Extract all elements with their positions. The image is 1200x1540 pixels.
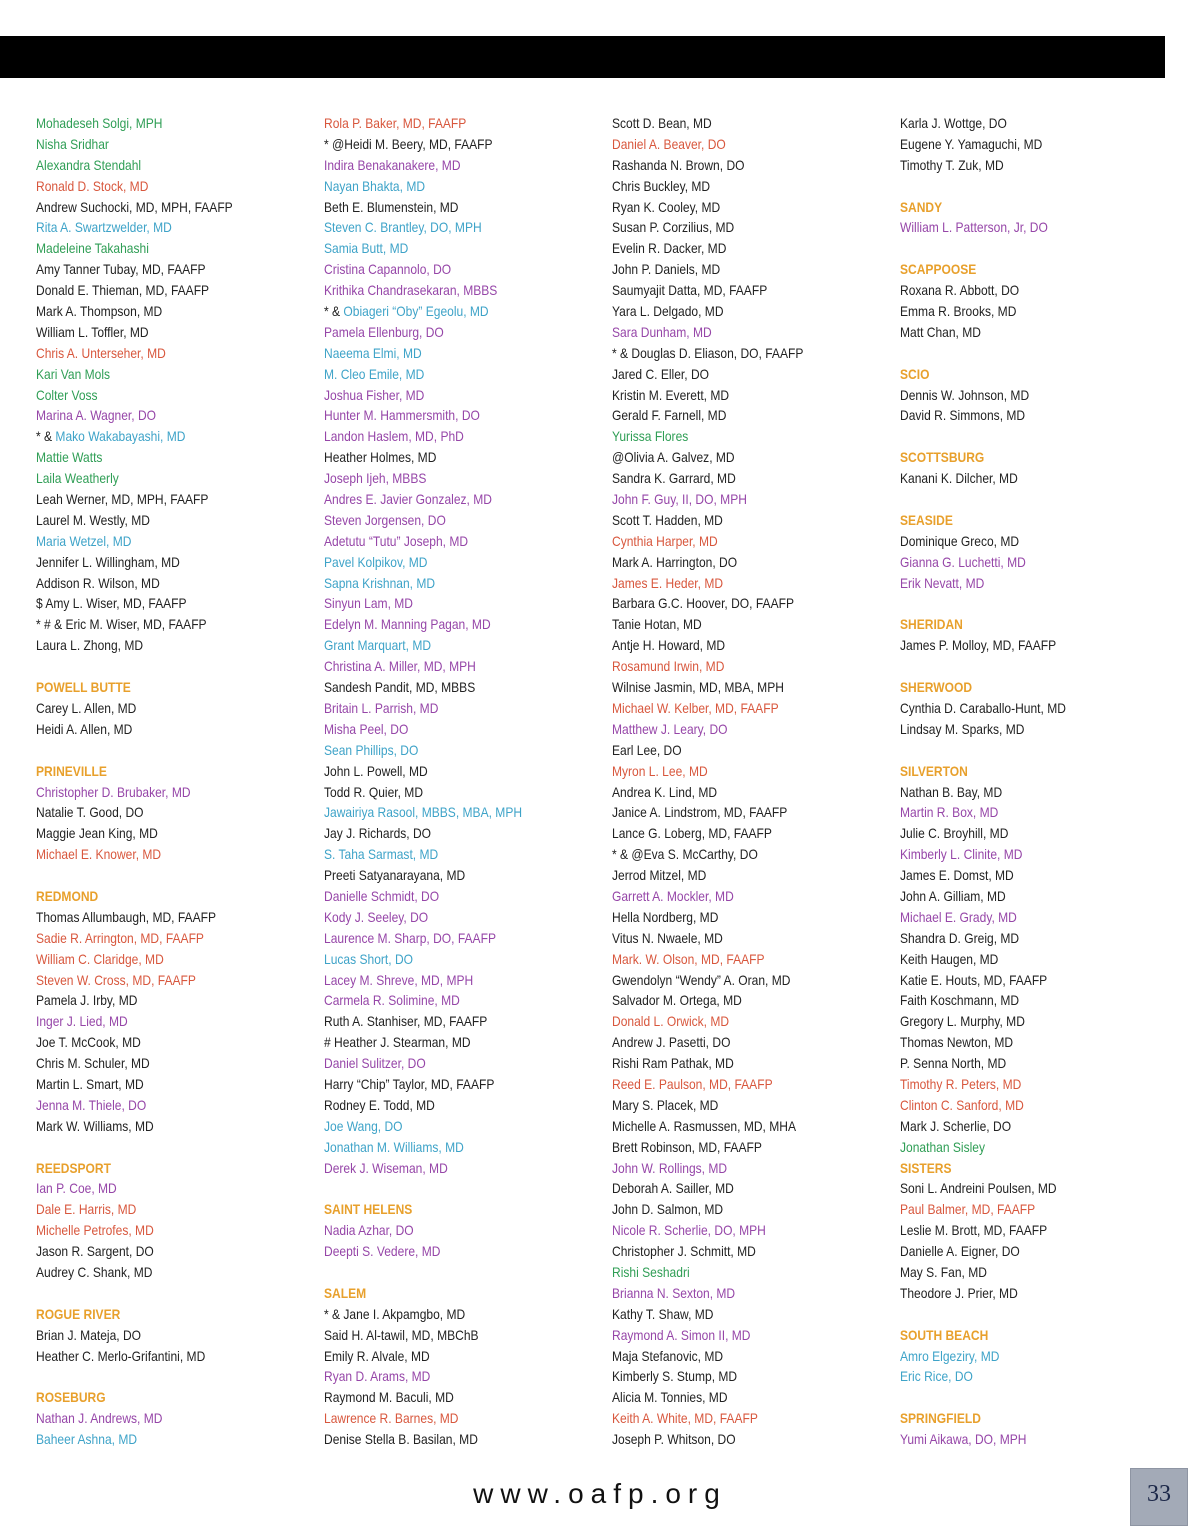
member-name: Chris M. Schuler, MD bbox=[36, 1055, 150, 1072]
member-name: Donald E. Thieman, MD, FAAFP bbox=[36, 282, 210, 299]
header-bar bbox=[0, 36, 1165, 78]
member-name: Paul Balmer, MD, FAAFP bbox=[900, 1201, 1036, 1218]
member-name-text: Obiageri “Oby” Egeolu, MD bbox=[343, 303, 489, 320]
member-name: Salvador M. Ortega, MD bbox=[612, 992, 742, 1009]
section-spacer bbox=[900, 1387, 1141, 1408]
member-name: Kanani K. Dilcher, MD bbox=[900, 470, 1018, 487]
city-heading: REEDSPORT bbox=[36, 1159, 111, 1176]
member-name: John F. Guy, II, DO, MPH bbox=[612, 491, 747, 508]
member-name: Steven C. Brantley, DO, MPH bbox=[324, 219, 482, 236]
city-heading: SALEM bbox=[324, 1284, 367, 1301]
member-name: Shandra D. Greig, MD bbox=[900, 929, 1020, 946]
member-name: May S. Fan, MD bbox=[900, 1263, 987, 1280]
city-heading: SILVERTON bbox=[900, 762, 968, 779]
member-name: Mattie Watts bbox=[36, 449, 103, 466]
section-spacer bbox=[900, 740, 1141, 761]
section-spacer bbox=[900, 343, 1141, 364]
member-name: Emma R. Brooks, MD bbox=[900, 303, 1017, 320]
section-spacer bbox=[36, 740, 277, 761]
member-name: * @Heidi M. Beery, MD, FAAFP bbox=[324, 135, 493, 152]
city-heading: SCAPPOOSE bbox=[900, 261, 977, 278]
member-name: Andres E. Javier Gonzalez, MD bbox=[324, 491, 492, 508]
member-name: Antje H. Howard, MD bbox=[612, 637, 726, 654]
member-name: Sandesh Pandit, MD, MBBS bbox=[324, 679, 476, 696]
member-name: Thomas Newton, MD bbox=[900, 1034, 1014, 1051]
member-name: Kathy T. Shaw, MD bbox=[612, 1305, 714, 1322]
member-name: Earl Lee, DO bbox=[612, 741, 682, 758]
member-name: Raymond A. Simon II, MD bbox=[612, 1326, 751, 1343]
city-heading: SISTERS bbox=[900, 1159, 952, 1176]
member-name: Chris Buckley, MD bbox=[612, 177, 711, 194]
member-name: Michael E. Grady, MD bbox=[900, 908, 1017, 925]
member-name: Reed E. Paulson, MD, FAAFP bbox=[612, 1075, 773, 1092]
member-name: Cynthia D. Caraballo-Hunt, MD bbox=[900, 699, 1066, 716]
member-name: Nicole R. Scherlie, DO, MPH bbox=[612, 1222, 766, 1239]
member-name: Laurel M. Westly, MD bbox=[36, 511, 150, 528]
member-name bbox=[36, 426, 277, 447]
member-name: Julie C. Broyhill, MD bbox=[900, 825, 1009, 842]
member-name: Britain L. Parrish, MD bbox=[324, 699, 439, 716]
member-name: Alexandra Stendahl bbox=[36, 156, 142, 173]
member-name: Nathan B. Bay, MD bbox=[900, 783, 1003, 800]
member-name: Tanie Hotan, MD bbox=[612, 616, 702, 633]
member-name: Jonathan M. Williams, MD bbox=[324, 1138, 464, 1155]
member-name: Ruth A. Stanhiser, MD, FAAFP bbox=[324, 1013, 488, 1030]
member-name: Adetutu “Tutu” Joseph, MD bbox=[324, 532, 469, 549]
member-name: Scott T. Hadden, MD bbox=[612, 511, 723, 528]
member-name: Cynthia Harper, MD bbox=[612, 532, 718, 549]
member-name: Myron L. Lee, MD bbox=[612, 762, 708, 779]
member-name-text: Mako Wakabayashi, MD bbox=[55, 428, 186, 445]
member-name: Rishi Seshadri bbox=[612, 1263, 690, 1280]
footer-url[interactable]: www.oafp.org bbox=[473, 1478, 727, 1509]
member-name: Kimberly S. Stump, MD bbox=[612, 1368, 738, 1385]
member-name: Carey L. Allen, MD bbox=[36, 699, 137, 716]
member-name: Raymond M. Baculi, MD bbox=[324, 1389, 454, 1406]
member-name: Naeema Elmi, MD bbox=[324, 344, 422, 361]
member-name: Thomas Allumbaugh, MD, FAAFP bbox=[36, 908, 217, 925]
member-name: Michael W. Kelber, MD, FAAFP bbox=[612, 699, 779, 716]
member-name: Mark W. Williams, MD bbox=[36, 1117, 154, 1134]
member-name: Chris A. Unterseher, MD bbox=[36, 344, 166, 361]
member-name: Todd R. Quier, MD bbox=[324, 783, 424, 800]
member-name: Emily R. Alvale, MD bbox=[324, 1347, 430, 1364]
member-name: Indira Benakanakere, MD bbox=[324, 156, 461, 173]
member-name: Eric Rice, DO bbox=[900, 1368, 973, 1385]
member-name: Sapna Krishnan, MD bbox=[324, 574, 436, 591]
member-prefix: * & bbox=[324, 303, 344, 320]
member-name: Nisha Sridhar bbox=[36, 135, 109, 152]
page-number: 33 bbox=[1130, 1468, 1188, 1526]
member-name: James P. Molloy, MD, FAAFP bbox=[900, 637, 1057, 654]
member-name: Daniel Sulitzer, DO bbox=[324, 1055, 426, 1072]
member-name: Mark J. Scherlie, DO bbox=[900, 1117, 1012, 1134]
member-name: Donald L. Orwick, MD bbox=[612, 1013, 730, 1030]
member-name: Joseph Ijeh, MBBS bbox=[324, 470, 427, 487]
member-name: Roxana R. Abbott, DO bbox=[900, 282, 1020, 299]
member-name: Lacey M. Shreve, MD, MPH bbox=[324, 971, 474, 988]
member-name: Denise Stella B. Basilan, MD bbox=[324, 1431, 478, 1448]
member-name: Hunter M. Hammersmith, DO bbox=[324, 407, 480, 424]
member-name: Deepti S. Vedere, MD bbox=[324, 1243, 441, 1260]
member-name: Mark A. Thompson, MD bbox=[36, 303, 163, 320]
member-name: Ryan K. Cooley, MD bbox=[612, 198, 721, 215]
member-name: Andrew J. Pasetti, DO bbox=[612, 1034, 731, 1051]
member-name: Yurissa Flores bbox=[612, 428, 689, 445]
member-name: Leslie M. Brott, MD, FAAFP bbox=[900, 1222, 1048, 1239]
member-name: Samia Butt, MD bbox=[324, 240, 409, 257]
member-name: Audrey C. Shank, MD bbox=[36, 1263, 153, 1280]
section-spacer bbox=[36, 1366, 277, 1387]
member-name: Brian J. Mateja, DO bbox=[36, 1326, 142, 1343]
member-name: Laurence M. Sharp, DO, FAAFP bbox=[324, 929, 496, 946]
member-name: Jennifer L. Willingham, MD bbox=[36, 553, 180, 570]
member-name: Gregory L. Murphy, MD bbox=[900, 1013, 1025, 1030]
member-name: Baheer Ashna, MD bbox=[36, 1431, 138, 1448]
member-name: Steven Jorgensen, DO bbox=[324, 511, 446, 528]
member-name: John W. Rollings, MD bbox=[612, 1159, 728, 1176]
city-heading: SCOTTSBURG bbox=[900, 449, 985, 466]
member-name: Addison R. Wilson, MD bbox=[36, 574, 160, 591]
member-name: John D. Salmon, MD bbox=[612, 1201, 724, 1218]
section-spacer bbox=[900, 238, 1141, 259]
member-name: Timothy T. Zuk, MD bbox=[900, 156, 1004, 173]
member-name: Eugene Y. Yamaguchi, MD bbox=[900, 135, 1043, 152]
section-spacer bbox=[900, 656, 1141, 677]
member-name: Beth E. Blumenstein, MD bbox=[324, 198, 459, 215]
member-name: Lance G. Loberg, MD, FAAFP bbox=[612, 825, 772, 842]
member-name: Derek J. Wiseman, MD bbox=[324, 1159, 448, 1176]
member-name: Sean Phillips, DO bbox=[324, 741, 419, 758]
member-name: S. Taha Sarmast, MD bbox=[324, 846, 439, 863]
member-name: Lindsay M. Sparks, MD bbox=[900, 720, 1025, 737]
city-heading: REDMOND bbox=[36, 887, 99, 904]
member-name: Lucas Short, DO bbox=[324, 950, 414, 967]
member-name: Rashanda N. Brown, DO bbox=[612, 156, 745, 173]
member-name: Joe Wang, DO bbox=[324, 1117, 403, 1134]
section-spacer bbox=[900, 1304, 1141, 1325]
member-name: Soni L. Andreini Poulsen, MD bbox=[900, 1180, 1057, 1197]
member-name: Jason R. Sargent, DO bbox=[36, 1243, 154, 1260]
member-name: Mark A. Harrington, DO bbox=[612, 553, 738, 570]
member-name: Jay J. Richards, DO bbox=[324, 825, 432, 842]
member-name: John L. Powell, MD bbox=[324, 762, 428, 779]
member-name: William L. Toffler, MD bbox=[36, 323, 149, 340]
member-name: Ian P. Coe, MD bbox=[36, 1180, 117, 1197]
member-name: Misha Peel, DO bbox=[324, 720, 409, 737]
member-name bbox=[324, 301, 565, 322]
member-name: Jerrod Mitzel, MD bbox=[612, 867, 707, 884]
city-heading: ROGUE RIVER bbox=[36, 1305, 121, 1322]
section-spacer bbox=[324, 1178, 565, 1199]
member-name: Garrett A. Mockler, MD bbox=[612, 887, 734, 904]
member-name: Krithika Chandrasekaran, MBBS bbox=[324, 282, 498, 299]
member-name: Martin L. Smart, MD bbox=[36, 1075, 144, 1092]
member-name: Jawairiya Rasool, MBBS, MBA, MPH bbox=[324, 804, 523, 821]
member-name: Nadia Azhar, DO bbox=[324, 1222, 414, 1239]
member-name: Ryan D. Arams, MD bbox=[324, 1368, 431, 1385]
member-name: Laila Weatherly bbox=[36, 470, 119, 487]
member-name: Rishi Ram Pathak, MD bbox=[612, 1055, 734, 1072]
member-name: Susan P. Corzilius, MD bbox=[612, 219, 735, 236]
roster-column-1 bbox=[36, 113, 316, 1450]
member-name: # Heather J. Stearman, MD bbox=[324, 1034, 471, 1051]
member-name: Marina A. Wagner, DO bbox=[36, 407, 157, 424]
member-name: M. Cleo Emile, MD bbox=[324, 365, 425, 382]
member-name: Wilnise Jasmin, MD, MBA, MPH bbox=[612, 679, 784, 696]
city-heading: SHERIDAN bbox=[900, 616, 963, 633]
city-heading: SCIO bbox=[900, 365, 930, 382]
member-name: Hella Nordberg, MD bbox=[612, 908, 719, 925]
member-name: Maggie Jean King, MD bbox=[36, 825, 158, 842]
member-name: Sadie R. Arrington, MD, FAAFP bbox=[36, 929, 204, 946]
member-name: * & Douglas D. Eliason, DO, FAAFP bbox=[612, 344, 804, 361]
city-heading: SANDY bbox=[900, 198, 943, 215]
member-name: Erik Nevatt, MD bbox=[900, 574, 985, 591]
member-name: Michelle A. Rasmussen, MD, MHA bbox=[612, 1117, 796, 1134]
member-name: * & @Eva S. McCarthy, DO bbox=[612, 846, 758, 863]
member-name: John P. Daniels, MD bbox=[612, 261, 721, 278]
member-name: Michelle Petrofes, MD bbox=[36, 1222, 154, 1239]
member-name: Sara Dunham, MD bbox=[612, 323, 712, 340]
member-name: James E. Heder, MD bbox=[612, 574, 724, 591]
member-name: Faith Koschmann, MD bbox=[900, 992, 1020, 1009]
member-name: Brianna N. Sexton, MD bbox=[612, 1284, 736, 1301]
section-spacer bbox=[324, 1262, 565, 1283]
member-name: Yumi Aikawa, DO, MPH bbox=[900, 1431, 1027, 1448]
member-name: Matt Chan, MD bbox=[900, 323, 981, 340]
member-name: Dominique Greco, MD bbox=[900, 532, 1020, 549]
city-heading: SHERWOOD bbox=[900, 679, 973, 696]
member-name: Dennis W. Johnson, MD bbox=[900, 386, 1030, 403]
member-name: Landon Haslem, MD, PhD bbox=[324, 428, 464, 445]
member-name: Carmela R. Solimine, MD bbox=[324, 992, 460, 1009]
member-name: * & Jane I. Akpamgbo, MD bbox=[324, 1305, 466, 1322]
member-name: Evelin R. Dacker, MD bbox=[612, 240, 727, 257]
member-name: Harry “Chip” Taylor, MD, FAAFP bbox=[324, 1075, 495, 1092]
member-name: Kody J. Seeley, DO bbox=[324, 908, 429, 925]
member-name: Natalie T. Good, DO bbox=[36, 804, 144, 821]
member-name: Preeti Satyanarayana, MD bbox=[324, 867, 466, 884]
member-name: Mary S. Placek, MD bbox=[612, 1096, 719, 1113]
member-name: Rosamund Irwin, MD bbox=[612, 658, 725, 675]
member-name: Mohadeseh Solgi, MPH bbox=[36, 115, 163, 131]
member-name: James E. Domst, MD bbox=[900, 867, 1014, 884]
section-spacer bbox=[36, 1283, 277, 1304]
member-name: Brett Robinson, MD, FAAFP bbox=[612, 1138, 762, 1155]
member-name: Kari Van Mols bbox=[36, 365, 111, 382]
member-name: Keith Haugen, MD bbox=[900, 950, 999, 967]
member-name: Dale E. Harris, MD bbox=[36, 1201, 137, 1218]
member-name: Ronald D. Stock, MD bbox=[36, 177, 149, 194]
member-name: Laura L. Zhong, MD bbox=[36, 637, 144, 654]
member-name: Sinyun Lam, MD bbox=[324, 595, 413, 612]
member-name: Rita A. Swartzwelder, MD bbox=[36, 219, 172, 236]
member-name: Martin R. Box, MD bbox=[900, 804, 999, 821]
member-name: Gwendolyn “Wendy” A. Oran, MD bbox=[612, 971, 791, 988]
section-spacer bbox=[900, 489, 1141, 510]
member-name: Cristina Capannolo, DO bbox=[324, 261, 452, 278]
member-name: Amy Tanner Tubay, MD, FAAFP bbox=[36, 261, 206, 278]
city-heading: ROSEBURG bbox=[36, 1389, 106, 1406]
section-spacer bbox=[36, 656, 277, 677]
member-name: Inger J. Lied, MD bbox=[36, 1013, 128, 1030]
member-name: Kimberly L. Clinite, MD bbox=[900, 846, 1023, 863]
member-name: Sandra K. Garrard, MD bbox=[612, 470, 736, 487]
city-heading: SPRINGFIELD bbox=[900, 1410, 981, 1427]
member-name: Said H. Al-tawil, MD, MBChB bbox=[324, 1326, 479, 1343]
member-name: Alicia M. Tonnies, MD bbox=[612, 1389, 728, 1406]
roster-column-3 bbox=[612, 113, 892, 1450]
member-name: Edelyn M. Manning Pagan, MD bbox=[324, 616, 491, 633]
member-name: Katie E. Houts, MD, FAAFP bbox=[900, 971, 1048, 988]
member-name: Jared C. Eller, DO bbox=[612, 365, 710, 382]
member-name: Maja Stefanovic, MD bbox=[612, 1347, 724, 1364]
member-name: Madeleine Takahashi bbox=[36, 240, 149, 257]
member-name: Danielle A. Eigner, DO bbox=[900, 1243, 1020, 1260]
city-heading: SEASIDE bbox=[900, 511, 953, 528]
member-name: Joseph P. Whitson, DO bbox=[612, 1431, 736, 1448]
member-name: Colter Voss bbox=[36, 386, 98, 403]
member-name: Heather C. Merlo-Grifantini, MD bbox=[36, 1347, 206, 1364]
member-name: Keith A. White, MD, FAAFP bbox=[612, 1410, 758, 1427]
member-name: Pamela Ellenburg, DO bbox=[324, 323, 444, 340]
member-name: Leah Werner, MD, MPH, FAAFP bbox=[36, 491, 209, 508]
member-name: Pavel Kolpikov, MD bbox=[324, 553, 428, 570]
member-name: Daniel A. Beaver, DO bbox=[612, 135, 726, 152]
member-name: @Olivia A. Galvez, MD bbox=[612, 449, 735, 466]
member-name: Matthew J. Leary, DO bbox=[612, 720, 728, 737]
member-name: Pamela J. Irby, MD bbox=[36, 992, 138, 1009]
member-name: Grant Marquart, MD bbox=[324, 637, 432, 654]
member-name: William C. Claridge, MD bbox=[36, 950, 164, 967]
member-name: Saumyajit Datta, MD, FAAFP bbox=[612, 282, 768, 299]
member-name: Kristin M. Everett, MD bbox=[612, 386, 730, 403]
member-name: Deborah A. Sailler, MD bbox=[612, 1180, 734, 1197]
member-name: Vitus N. Nwaele, MD bbox=[612, 929, 723, 946]
member-name: Maria Wetzel, MD bbox=[36, 532, 132, 549]
member-name: Christopher D. Brubaker, MD bbox=[36, 783, 191, 800]
member-name: Yara L. Delgado, MD bbox=[612, 303, 724, 320]
member-name: Nayan Bhakta, MD bbox=[324, 177, 426, 194]
member-name: Jenna M. Thiele, DO bbox=[36, 1096, 147, 1113]
member-name: Andrea K. Lind, MD bbox=[612, 783, 718, 800]
city-heading: SOUTH BEACH bbox=[900, 1326, 989, 1343]
member-name: Scott D. Bean, MD bbox=[612, 115, 712, 131]
section-spacer bbox=[900, 593, 1141, 614]
member-name: Amro Elgeziry, MD bbox=[900, 1347, 1000, 1364]
member-name: Lawrence R. Barnes, MD bbox=[324, 1410, 459, 1427]
member-name: Danielle Schmidt, DO bbox=[324, 887, 440, 904]
city-heading: PRINEVILLE bbox=[36, 762, 107, 779]
member-name: Janice A. Lindstrom, MD, FAAFP bbox=[612, 804, 788, 821]
member-name: Jonathan Sisley bbox=[900, 1138, 986, 1155]
member-name: Rodney E. Todd, MD bbox=[324, 1096, 435, 1113]
member-name: * # & Eric M. Wiser, MD, FAAFP bbox=[36, 616, 207, 633]
section-spacer bbox=[36, 1137, 277, 1158]
member-name: Gerald F. Farnell, MD bbox=[612, 407, 727, 424]
member-name: William L. Patterson, Jr, DO bbox=[900, 219, 1048, 236]
member-name: Nathan J. Andrews, MD bbox=[36, 1410, 163, 1427]
member-name: Karla J. Wottge, DO bbox=[900, 115, 1007, 131]
member-name: David R. Simmons, MD bbox=[900, 407, 1026, 424]
member-name: Theodore J. Prier, MD bbox=[900, 1284, 1018, 1301]
city-heading: SAINT HELENS bbox=[324, 1201, 413, 1218]
member-name: P. Senna North, MD bbox=[900, 1055, 1007, 1072]
section-spacer bbox=[900, 176, 1141, 197]
city-heading: POWELL BUTTE bbox=[36, 679, 131, 696]
member-name: Joshua Fisher, MD bbox=[324, 386, 425, 403]
member-name: Christina A. Miller, MD, MPH bbox=[324, 658, 476, 675]
member-name: Rola P. Baker, MD, FAAFP bbox=[324, 115, 467, 131]
member-name: Joe T. McCook, MD bbox=[36, 1034, 141, 1051]
member-name: Christopher J. Schmitt, MD bbox=[612, 1243, 756, 1260]
member-name: Michael E. Knower, MD bbox=[36, 846, 162, 863]
member-name: $ Amy L. Wiser, MD, FAAFP bbox=[36, 595, 187, 612]
member-name: Timothy R. Peters, MD bbox=[900, 1075, 1022, 1092]
roster-column-4 bbox=[900, 113, 1180, 1450]
member-name: Gianna G. Luchetti, MD bbox=[900, 553, 1026, 570]
member-prefix: * & bbox=[36, 428, 56, 445]
member-name: Heather Holmes, MD bbox=[324, 449, 437, 466]
member-name: Clinton C. Sanford, MD bbox=[900, 1096, 1024, 1113]
section-spacer bbox=[900, 426, 1141, 447]
member-name: John A. Gilliam, MD bbox=[900, 887, 1006, 904]
member-name: Barbara G.C. Hoover, DO, FAAFP bbox=[612, 595, 795, 612]
roster-column-2 bbox=[324, 113, 604, 1450]
member-name: Mark. W. Olson, MD, FAAFP bbox=[612, 950, 765, 967]
section-spacer bbox=[36, 865, 277, 886]
member-name: Andrew Suchocki, MD, MPH, FAAFP bbox=[36, 198, 233, 215]
member-name: Heidi A. Allen, MD bbox=[36, 720, 133, 737]
member-name: Steven W. Cross, MD, FAAFP bbox=[36, 971, 196, 988]
